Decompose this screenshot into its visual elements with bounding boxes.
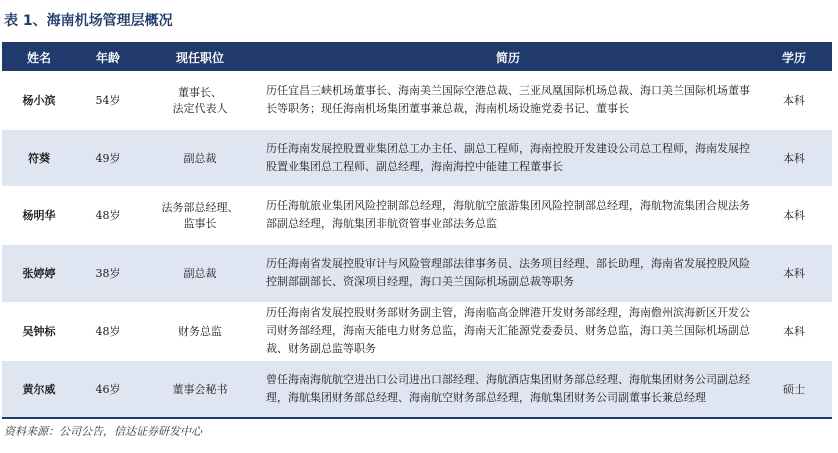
header-position: 现任职位 xyxy=(140,43,260,71)
header-age: 年龄 xyxy=(76,43,140,71)
cell-bio: 历任海南省发展控股财务部财务副主管，海南临高金牌港开发财务部经理，海南儋州滨海新区开发公司财务部经理，海南天能电力财务总监，海南天汇能源党委委员、财务总监，海口美兰国际机场副总裁、财务副总监等职务 xyxy=(260,302,756,360)
cell-position: 董事会秘书 xyxy=(140,360,260,418)
cell-bio: 历任海航旅业集团风险控制部总经理，海航航空旅游集团风险控制部总经理，海航物流集团合规法务部副总经理，海航集团非航资管事业部法务总监 xyxy=(260,186,756,244)
cell-age: 49岁 xyxy=(76,129,140,186)
table-row xyxy=(2,129,832,186)
header-education: 学历 xyxy=(756,43,832,71)
cell-age: 48岁 xyxy=(76,186,140,244)
cell-position: 法务部总经理、 监事长 xyxy=(140,186,260,244)
cell-name: 张婷婷 xyxy=(2,244,76,302)
cell-name: 符葵 xyxy=(2,129,76,186)
table-header-row xyxy=(2,43,832,71)
cell-education: 本科 xyxy=(756,71,832,129)
table-row xyxy=(2,71,832,129)
cell-education: 本科 xyxy=(756,129,832,186)
cell-bio: 历任宜昌三峡机场董事长、海南美兰国际空港总裁、三亚凤凰国际机场总裁、海口美兰国际机场董事长等职务；现任海南机场集团董事兼总裁，海南机场设施党委书记、董事长 xyxy=(260,71,756,129)
cell-name: 杨小滨 xyxy=(2,71,76,129)
table-row xyxy=(2,302,832,360)
cell-education: 硕士 xyxy=(756,360,832,418)
cell-education: 本科 xyxy=(756,302,832,360)
table-row xyxy=(2,186,832,244)
management-table xyxy=(2,42,832,419)
cell-name: 黄尔威 xyxy=(2,360,76,418)
cell-bio: 历任海南发展控股置业集团总工办主任、副总工程师，海南控股开发建设公司总工程师，海南发展控股置业集团总工程师、副总经理，海南海控中能建工程董事长 xyxy=(260,129,756,186)
header-name: 姓名 xyxy=(2,43,76,71)
cell-bio: 曾任海南海航航空进出口公司进出口部经理、海航酒店集团财务部总经理、海航集团财务公司副总经理，海航集团财务部总经理、海南航空财务部总经理，海航集团财务公司副董事长兼总经理 xyxy=(260,360,756,418)
cell-age: 46岁 xyxy=(76,360,140,418)
cell-age: 38岁 xyxy=(76,244,140,302)
cell-education: 本科 xyxy=(756,244,832,302)
table-row xyxy=(2,244,832,302)
cell-name: 杨明华 xyxy=(2,186,76,244)
cell-age: 48岁 xyxy=(76,302,140,360)
cell-position: 董事长、 法定代表人 xyxy=(140,71,260,129)
cell-bio: 历任海南省发展控股审计与风险管理部法律事务员、法务项目经理、部长助理，海南省发展控股风险控制部副部长、资深项目经理，海口美兰国际机场副总裁等职务 xyxy=(260,244,756,302)
cell-position: 财务总监 xyxy=(140,302,260,360)
table-title: 表 1、海南机场管理层概况 xyxy=(4,13,173,29)
table-row xyxy=(2,360,832,418)
source-note: 资料来源：公司公告，信达证券研发中心 xyxy=(4,425,202,438)
cell-position: 副总裁 xyxy=(140,129,260,186)
cell-education: 本科 xyxy=(756,186,832,244)
cell-name: 吴钟标 xyxy=(2,302,76,360)
header-bio: 简历 xyxy=(260,43,756,71)
cell-age: 54岁 xyxy=(76,71,140,129)
cell-position: 副总裁 xyxy=(140,244,260,302)
